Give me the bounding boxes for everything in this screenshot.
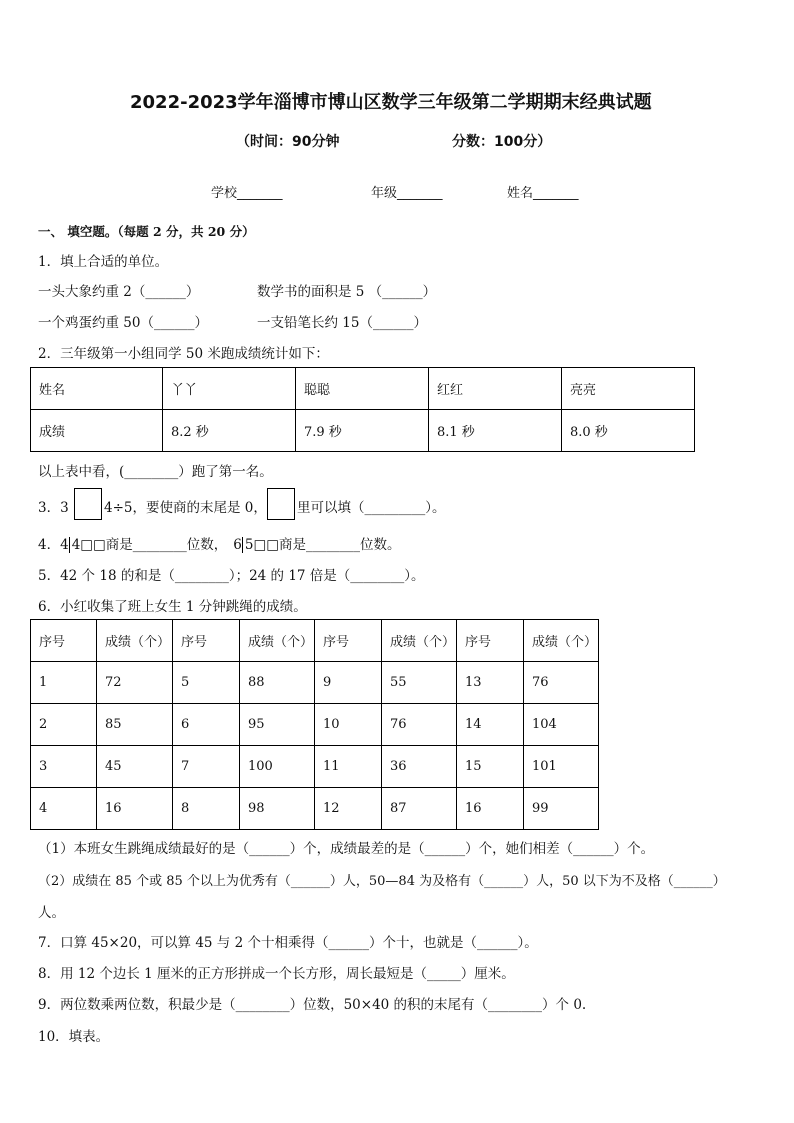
table-cell: 8 bbox=[173, 788, 240, 830]
question-6-sub2-end: 人。 bbox=[38, 905, 65, 921]
table-cell: 36 bbox=[382, 746, 457, 788]
question-6: 6．小红收集了班上女生 1 分钟跳绳的成绩。 bbox=[38, 599, 307, 615]
grade-field[interactable]: 年级_______ bbox=[371, 186, 443, 201]
table-cell: 序号 bbox=[457, 620, 524, 662]
table-cell: 亮亮 bbox=[562, 368, 695, 410]
table-cell: 11 bbox=[315, 746, 382, 788]
table-row bbox=[31, 410, 695, 452]
question-4 bbox=[38, 533, 401, 553]
jump-rope-table bbox=[30, 619, 599, 830]
question-5: 5．42 个 18 的和是（________）；24 的 17 倍是（________）。 bbox=[38, 568, 425, 584]
q4-dividend-b: 5□□ bbox=[244, 537, 279, 553]
division-bracket bbox=[242, 537, 279, 553]
table-cell: 16 bbox=[457, 788, 524, 830]
exam-time: （时间：90分钟 bbox=[236, 134, 340, 150]
question-7: 7．口算 45×20，可以算 45 与 2 个十相乘得（______）个十，也就是（______）。 bbox=[38, 935, 538, 951]
question-2: 2．三年级第一小组同学 50 米跑成绩统计如下： bbox=[38, 346, 329, 362]
question-8: 8．用 12 个边长 1 厘米的正方形拼成一个长方形，周长最短是（_____）厘米。 bbox=[38, 966, 515, 982]
table-cell: 10 bbox=[315, 704, 382, 746]
table-row bbox=[31, 788, 599, 830]
table-cell: 7 bbox=[173, 746, 240, 788]
table-cell: 2 bbox=[31, 704, 97, 746]
table-cell: 8.1 秒 bbox=[429, 410, 562, 452]
table-header-row bbox=[31, 620, 599, 662]
table-cell: 红红 bbox=[429, 368, 562, 410]
question-3-prefix: 3．3 bbox=[38, 500, 69, 516]
school-field[interactable]: 学校_______ bbox=[211, 186, 283, 201]
q4-number: 4．4 bbox=[38, 537, 69, 553]
table-cell: 成绩（个） bbox=[382, 620, 457, 662]
question-6-sub1: （1）本班女生跳绳成绩最好的是（______）个，成绩最差的是（______）个，她们相差（______）个。 bbox=[38, 841, 655, 857]
question-1a: 一头大象约重 2（______） bbox=[38, 284, 200, 300]
question-1d: 一支铅笔长约 15（______） bbox=[257, 315, 427, 331]
question-1b: 数学书的面积是 5 （______） bbox=[257, 284, 437, 300]
table-cell: 聪聪 bbox=[296, 368, 429, 410]
table-cell: 1 bbox=[31, 662, 97, 704]
section-heading: 一、 填空题。（每题 2 分，共 20 分） bbox=[38, 224, 255, 239]
table-row bbox=[31, 704, 599, 746]
question-1: 1．填上合适的单位。 bbox=[38, 254, 169, 270]
table-cell: 8.0 秒 bbox=[562, 410, 695, 452]
table-cell: 5 bbox=[173, 662, 240, 704]
table-cell: 序号 bbox=[31, 620, 97, 662]
question-9: 9．两位数乘两位数，积最少是（________）位数，50×40 的积的末尾有（________）个 0. bbox=[38, 997, 587, 1013]
table-cell: 9 bbox=[315, 662, 382, 704]
table-cell: 7.9 秒 bbox=[296, 410, 429, 452]
table-cell: 14 bbox=[457, 704, 524, 746]
question-3-middle: 4÷5，要使商的末尾是 0， bbox=[104, 500, 267, 516]
page-title: 2022-2023学年淄博市博山区数学三年级第二学期期末经典试题 bbox=[130, 92, 652, 113]
table-cell: 3 bbox=[31, 746, 97, 788]
table-cell: 成绩（个） bbox=[97, 620, 173, 662]
question-3-suffix: 里可以填（_________）。 bbox=[297, 500, 446, 516]
table-cell: 4 bbox=[31, 788, 97, 830]
question-6-sub2: （2）成绩在 85 个或 85 个以上为优秀有（______）人，50—84 为及格有（______）人，50 以下为不及格（______） bbox=[38, 874, 726, 889]
question-10: 10．填表。 bbox=[38, 1029, 110, 1045]
table-cell: 104 bbox=[524, 704, 599, 746]
table-cell: 13 bbox=[457, 662, 524, 704]
table-cell: 15 bbox=[457, 746, 524, 788]
table-cell: 序号 bbox=[315, 620, 382, 662]
table-cell: 76 bbox=[524, 662, 599, 704]
table-cell: 成绩（个） bbox=[524, 620, 599, 662]
table-cell: 16 bbox=[97, 788, 173, 830]
table-row bbox=[31, 746, 599, 788]
question-1c: 一个鸡蛋约重 50（______） bbox=[38, 315, 208, 331]
division-bracket bbox=[69, 537, 106, 553]
table-cell: 12 bbox=[315, 788, 382, 830]
answer-box[interactable] bbox=[74, 488, 102, 520]
table-cell: 成绩 bbox=[31, 410, 163, 452]
answer-box[interactable] bbox=[267, 488, 295, 520]
table-cell: 87 bbox=[382, 788, 457, 830]
table-cell: 95 bbox=[240, 704, 315, 746]
table-header-row bbox=[31, 368, 695, 410]
table-cell: 98 bbox=[240, 788, 315, 830]
table-cell: 成绩（个） bbox=[240, 620, 315, 662]
table-cell: 101 bbox=[524, 746, 599, 788]
table-cell: 姓名 bbox=[31, 368, 163, 410]
table-cell: 8.2 秒 bbox=[163, 410, 296, 452]
run-score-table bbox=[30, 367, 695, 452]
q4-text-b: 商是________位数。 bbox=[279, 537, 401, 553]
name-field[interactable]: 姓名_______ bbox=[507, 186, 579, 201]
q4-divisor-b: 6 bbox=[233, 537, 242, 553]
table-cell: 88 bbox=[240, 662, 315, 704]
table-cell: 99 bbox=[524, 788, 599, 830]
table-cell: 丫丫 bbox=[163, 368, 296, 410]
table-cell: 100 bbox=[240, 746, 315, 788]
q4-dividend: 4□□ bbox=[71, 537, 106, 553]
table-cell: 6 bbox=[173, 704, 240, 746]
question-2-followup: 以上表中看，(________）跑了第一名。 bbox=[38, 464, 273, 480]
table-cell: 76 bbox=[382, 704, 457, 746]
table-cell: 45 bbox=[97, 746, 173, 788]
table-cell: 85 bbox=[97, 704, 173, 746]
table-row bbox=[31, 662, 599, 704]
exam-score: 分数：100分） bbox=[452, 134, 552, 150]
table-cell: 72 bbox=[97, 662, 173, 704]
table-cell: 55 bbox=[382, 662, 457, 704]
q4-text-a: 商是________位数， bbox=[105, 537, 228, 553]
table-cell: 序号 bbox=[173, 620, 240, 662]
